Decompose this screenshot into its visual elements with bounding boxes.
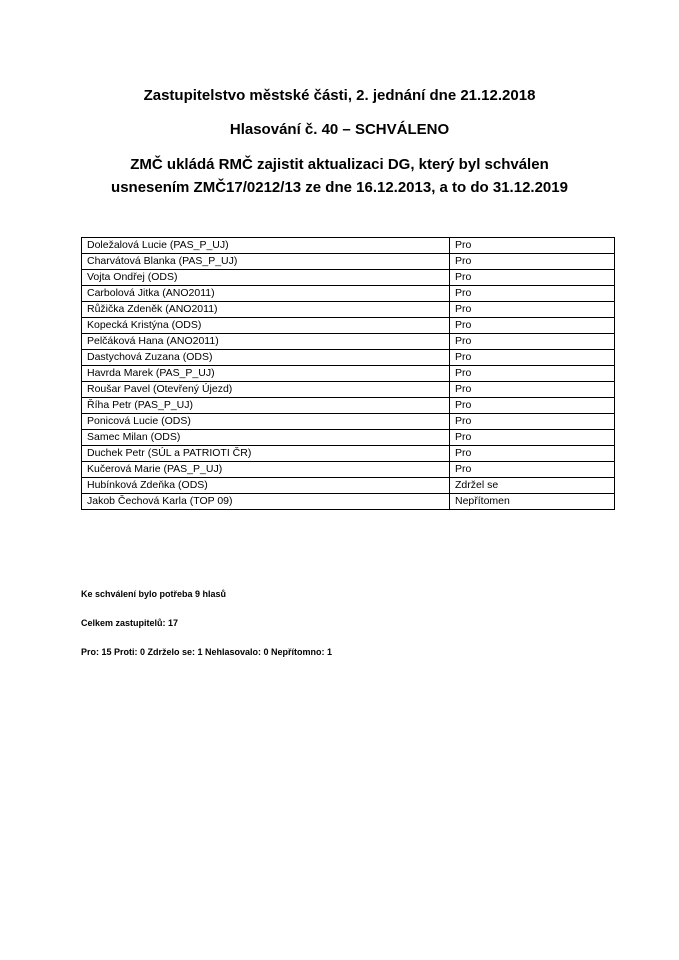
vote-cell: Pro — [450, 398, 615, 414]
vote-cell: Pro — [450, 334, 615, 350]
table-row — [82, 318, 615, 334]
table-row — [82, 350, 615, 366]
table-row — [82, 494, 615, 510]
session-title: Zastupitelstvo městské části, 2. jednání dne 21.12.2018 — [143, 87, 536, 104]
member-name-cell: Jakob Čechová Karla (TOP 09) — [82, 494, 450, 510]
vote-cell: Pro — [450, 382, 615, 398]
vote-cell: Pro — [450, 286, 615, 302]
table-row — [82, 398, 615, 414]
table-row — [82, 238, 615, 254]
vote-cell: Pro — [450, 302, 615, 318]
table-row — [82, 334, 615, 350]
resolution-text — [0, 153, 679, 199]
vote-cell: Pro — [450, 462, 615, 478]
member-name-cell: Havrda Marek (PAS_P_UJ) — [82, 366, 450, 382]
votes-table-body — [82, 238, 615, 510]
member-name-cell: Vojta Ondřej (ODS) — [82, 270, 450, 286]
table-row — [82, 286, 615, 302]
vote-cell: Zdržel se — [450, 478, 615, 494]
vote-cell: Pro — [450, 254, 615, 270]
vote-cell: Pro — [450, 446, 615, 462]
member-name-cell: Duchek Petr (SÚL a PATRIOTI ČR) — [82, 446, 450, 462]
member-name-cell: Doležalová Lucie (PAS_P_UJ) — [82, 238, 450, 254]
vote-tally-text: Pro: 15 Proti: 0 Zdrželo se: 1 Nehlasovalo: 0 Nepřítomno: 1 — [81, 647, 333, 657]
table-row — [82, 478, 615, 494]
resolution-text-line-2: usnesením ZMČ17/0212/13 ze dne 16.12.2013, a to do 31.12.2019 — [111, 179, 568, 196]
vote-cell: Pro — [450, 318, 615, 334]
vote-cell: Nepřítomen — [450, 494, 615, 510]
member-name-cell: Carbolová Jitka (ANO2011) — [82, 286, 450, 302]
table-row — [82, 446, 615, 462]
vote-cell: Pro — [450, 238, 615, 254]
vote-cell: Pro — [450, 270, 615, 286]
table-row — [82, 414, 615, 430]
member-name-cell: Ponicová Lucie (ODS) — [82, 414, 450, 430]
vote-cell: Pro — [450, 414, 615, 430]
total-members-text: Celkem zastupitelů: 17 — [81, 618, 179, 628]
vote-cell: Pro — [450, 366, 615, 382]
member-name-cell: Říha Petr (PAS_P_UJ) — [82, 398, 450, 414]
vote-cell: Pro — [450, 430, 615, 446]
table-row — [82, 270, 615, 286]
member-name-cell: Kopecká Kristýna (ODS) — [82, 318, 450, 334]
member-name-cell: Pelčáková Hana (ANO2011) — [82, 334, 450, 350]
resolution-text-line-1: ZMČ ukládá RMČ zajistit aktualizaci DG, který byl schválen — [130, 156, 549, 173]
member-name-cell: Charvátová Blanka (PAS_P_UJ) — [82, 254, 450, 270]
vote-number-result: Hlasování č. 40 – SCHVÁLENO — [229, 121, 450, 138]
table-row — [82, 254, 615, 270]
table-row — [82, 366, 615, 382]
table-row — [82, 462, 615, 478]
member-name-cell: Dastychová Zuzana (ODS) — [82, 350, 450, 366]
votes-table — [81, 237, 615, 510]
member-name-cell: Samec Milan (ODS) — [82, 430, 450, 446]
member-name-cell: Růžička Zdeněk (ANO2011) — [82, 302, 450, 318]
table-row — [82, 382, 615, 398]
vote-cell: Pro — [450, 350, 615, 366]
member-name-cell: Kučerová Marie (PAS_P_UJ) — [82, 462, 450, 478]
member-name-cell: Hubínková Zdeňka (ODS) — [82, 478, 450, 494]
table-row — [82, 302, 615, 318]
table-row — [82, 430, 615, 446]
member-name-cell: Roušar Pavel (Otevřený Újezd) — [82, 382, 450, 398]
required-votes-text: Ke schválení bylo potřeba 9 hlasů — [81, 589, 227, 599]
